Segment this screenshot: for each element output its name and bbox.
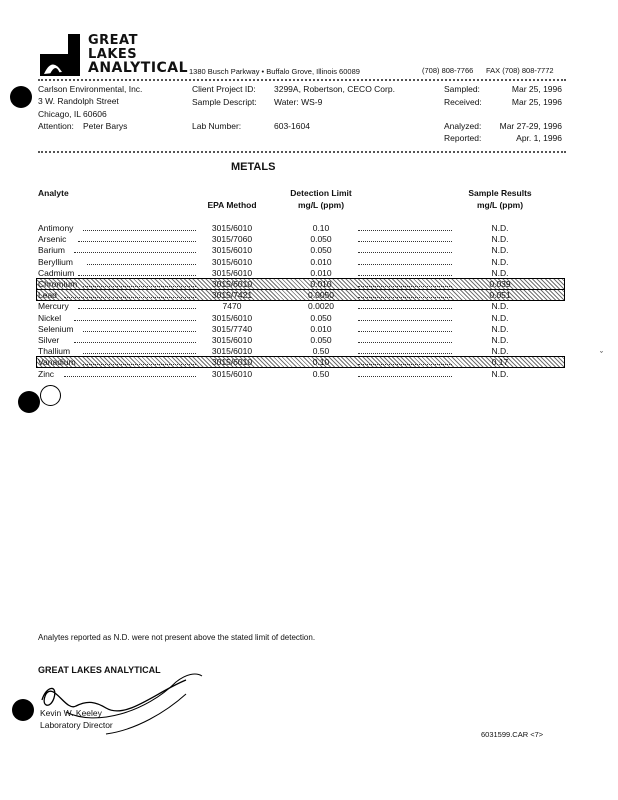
- limit-cell: 0.010: [310, 324, 332, 334]
- method-cell: 3015/6010: [211, 268, 253, 278]
- leader-dots: [358, 241, 452, 242]
- analyte-cell: Silver: [38, 335, 60, 345]
- table-row: [0, 335, 618, 346]
- hole-punch-bottom: [12, 699, 34, 721]
- limit-cell: 0.50: [312, 369, 330, 379]
- logo-mark-icon: [40, 32, 84, 78]
- analyte-cell: Barium: [38, 245, 65, 255]
- analyte-cell: Beryllium: [38, 257, 73, 267]
- logo-line-1: GREAT: [88, 33, 138, 48]
- sample-descript-value: Water: WS-9: [274, 97, 323, 107]
- limit-cell: 0.050: [310, 234, 332, 244]
- table-row: [0, 234, 618, 245]
- limit-cell: 0.050: [310, 335, 332, 345]
- analyte-cell: Chromium: [38, 279, 78, 289]
- leader-dots: [358, 308, 452, 309]
- leader-dots: [358, 364, 452, 365]
- col-result-header-1: Sample Results: [468, 188, 532, 198]
- client-project-label: Client Project ID:: [192, 84, 256, 94]
- table-row: [0, 257, 618, 268]
- leader-dots: [358, 320, 452, 321]
- client-name: Carlson Environmental, Inc.: [38, 84, 143, 94]
- result-cell: N.D.: [491, 369, 509, 379]
- hole-punch-ring: [40, 385, 61, 406]
- method-cell: 3015/6010: [211, 369, 253, 379]
- reported-label: Reported:: [444, 133, 482, 143]
- analyte-cell: Arsenic: [38, 234, 67, 244]
- result-cell: N.D.: [491, 301, 509, 311]
- limit-cell: 0.010: [310, 268, 332, 278]
- analyte-cell: Vanadium: [38, 357, 76, 367]
- attention-label: Attention:: [38, 121, 74, 131]
- signature-company: GREAT LAKES ANALYTICAL: [38, 665, 161, 675]
- company-address: 1380 Busch Parkway • Buffalo Grove, Illinois 60089: [189, 67, 360, 76]
- analyte-cell: Mercury: [38, 301, 69, 311]
- leader-dots: [358, 252, 452, 253]
- results-table: [0, 223, 618, 383]
- col-method-header: EPA Method: [207, 200, 257, 210]
- file-reference: 6031599.CAR <7>: [481, 730, 544, 739]
- method-cell: 3015/7060: [211, 234, 253, 244]
- method-cell: 3015/6010: [211, 335, 253, 345]
- client-project-value: 3299A, Robertson, CECO Corp.: [274, 84, 395, 94]
- result-cell: N.D.: [491, 223, 509, 233]
- limit-cell: 0.010: [310, 279, 332, 289]
- lab-number-label: Lab Number:: [192, 121, 242, 131]
- signature-name: Kevin W. Keeley: [40, 708, 102, 718]
- margin-mark: ˇ: [600, 350, 603, 360]
- leader-dots: [358, 353, 452, 354]
- lab-number-value: 603-1604: [274, 121, 310, 131]
- limit-cell: 0.010: [310, 257, 332, 267]
- leader-dots: [358, 376, 452, 377]
- analyzed-label: Analyzed:: [444, 121, 482, 131]
- result-cell: N.D.: [491, 268, 509, 278]
- attention-value: Peter Barys: [83, 121, 128, 131]
- table-row: [0, 357, 618, 368]
- leader-dots: [358, 264, 452, 265]
- sample-descript-label: Sample Descript:: [192, 97, 257, 107]
- analyte-cell: Cadmium: [38, 268, 75, 278]
- table-row: [0, 369, 618, 380]
- method-cell: 3015/6010: [211, 346, 253, 356]
- result-cell: N.D.: [491, 346, 509, 356]
- col-detect-header-2: mg/L (ppm): [297, 200, 345, 210]
- method-cell: 3015/6010: [211, 313, 253, 323]
- analyte-cell: Zinc: [38, 369, 55, 379]
- method-cell: 3015/6010: [211, 257, 253, 267]
- result-cell: 0.17: [491, 357, 509, 367]
- limit-cell: 0.050: [310, 245, 332, 255]
- analyte-cell: Antimony: [38, 223, 74, 233]
- limit-cell: 0.0050: [308, 290, 334, 300]
- leader-dots: [358, 297, 452, 298]
- hole-punch-top: [10, 86, 32, 108]
- signature-scribble: [36, 672, 206, 742]
- limit-cell: 0.050: [310, 313, 332, 323]
- result-cell: N.D.: [491, 234, 509, 244]
- leader-dots: [358, 230, 452, 231]
- limit-cell: 0.0020: [308, 301, 334, 311]
- leader-dots: [358, 331, 452, 332]
- client-city: Chicago, IL 60606: [38, 109, 107, 119]
- method-cell: 3015/6010: [211, 357, 253, 367]
- limit-cell: 0.50: [312, 346, 330, 356]
- table-row: [0, 301, 618, 312]
- result-cell: 0.051: [489, 290, 511, 300]
- method-cell: 3015/6010: [211, 245, 253, 255]
- table-row: [0, 324, 618, 335]
- sampled-label: Sampled:: [444, 84, 480, 94]
- table-row: [0, 245, 618, 256]
- analyte-cell: Nickel: [38, 313, 62, 323]
- analyte-cell: Selenium: [38, 324, 74, 334]
- company-phone: (708) 808-7766: [422, 66, 474, 75]
- signature-title: Laboratory Director: [40, 720, 113, 730]
- leader-dots: [358, 342, 452, 343]
- col-result-header-2: mg/L (ppm): [476, 200, 524, 210]
- analyte-cell: Thallium: [38, 346, 71, 356]
- result-cell: N.D.: [491, 245, 509, 255]
- limit-cell: 0.10: [312, 357, 330, 367]
- header-block: [38, 79, 566, 153]
- analyzed-value: Mar 27-29, 1996: [499, 121, 562, 131]
- col-detect-header-1: Detection Limit: [290, 188, 352, 198]
- logo-line-3: ANALYTICAL: [88, 60, 189, 76]
- analyte-cell: Lead: [38, 290, 57, 300]
- result-cell: N.D.: [491, 335, 509, 345]
- limit-cell: 0.10: [312, 223, 330, 233]
- col-analyte-header: Analyte: [38, 188, 69, 198]
- logo-line-2: LAKES: [88, 47, 138, 62]
- hole-punch-middle: [18, 391, 40, 413]
- method-cell: 7470: [222, 301, 242, 311]
- report-title: METALS: [231, 161, 276, 173]
- result-cell: N.D.: [491, 257, 509, 267]
- method-cell: 3015/7421: [211, 290, 253, 300]
- method-cell: 3015/6010: [211, 279, 253, 289]
- method-cell: 3015/6010: [211, 223, 253, 233]
- client-street: 3 W. Randolph Street: [38, 96, 119, 106]
- sampled-value: Mar 25, 1996: [511, 84, 562, 94]
- footnote: Analytes reported as N.D. were not present above the stated limit of detection.: [38, 633, 316, 642]
- table-row: [0, 223, 618, 234]
- logo: [40, 32, 190, 82]
- received-value: Mar 25, 1996: [511, 97, 562, 107]
- table-row: [0, 290, 618, 301]
- leader-dots: [358, 275, 452, 276]
- company-fax: FAX (708) 808-7772: [486, 66, 554, 75]
- result-cell: N.D.: [491, 324, 509, 334]
- result-cell: N.D.: [491, 313, 509, 323]
- method-cell: 3015/7740: [211, 324, 253, 334]
- leader-dots: [358, 286, 452, 287]
- reported-value: Apr. 1, 1996: [516, 133, 562, 143]
- table-row: [0, 313, 618, 324]
- result-cell: 0.039: [489, 279, 511, 289]
- received-label: Received:: [444, 97, 482, 107]
